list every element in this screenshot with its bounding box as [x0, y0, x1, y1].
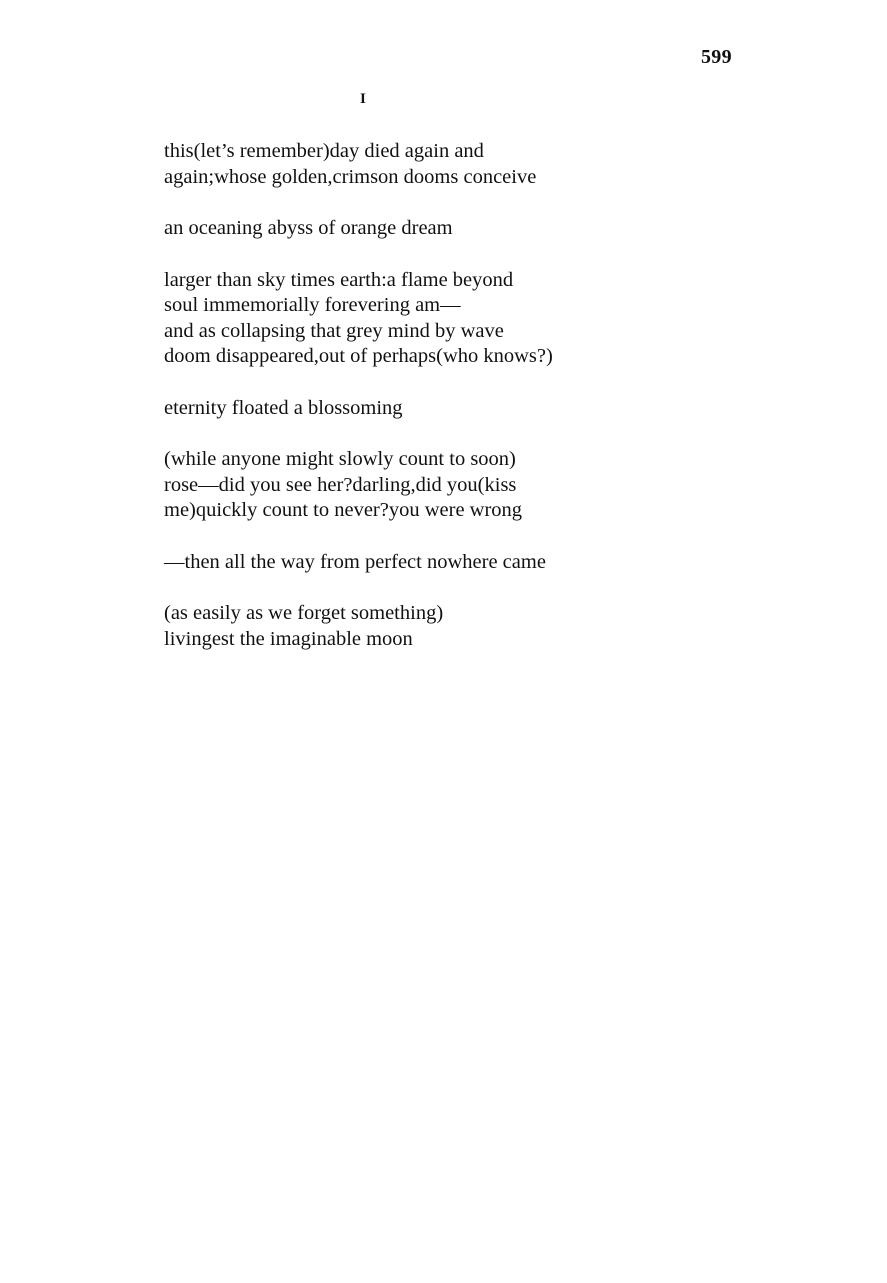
- stanza-7: [164, 601, 724, 652]
- stanza-4: [164, 396, 724, 422]
- poem: [164, 139, 724, 652]
- poem-line: (while anyone might slowly count to soon): [164, 448, 516, 470]
- stanza-break: [164, 242, 724, 268]
- stanza-break: [164, 190, 724, 216]
- poem-line: livingest the imaginable moon: [164, 627, 413, 650]
- section-number: I: [360, 91, 366, 107]
- poem-line: larger than sky times earth:a flame beyond: [164, 268, 514, 291]
- stanza-break: [164, 524, 724, 550]
- stanza-5: [164, 447, 724, 524]
- poem-line: —then all the way from perfect nowhere came: [164, 550, 546, 573]
- stanza-2: [164, 216, 724, 242]
- poem-line: me)quickly count to never?you were wrong: [164, 499, 523, 521]
- poem-line: and as collapsing that grey mind by wave: [164, 319, 504, 342]
- stanza-1: [164, 139, 724, 190]
- page-number: 599: [701, 46, 732, 68]
- poem-line: an oceaning abyss of orange dream: [164, 217, 453, 239]
- poem-line: again;whose golden,crimson dooms conceive: [164, 165, 537, 188]
- poem-line: this(let’s remember)day died again and: [164, 140, 484, 162]
- poem-line: (as easily as we forget something): [164, 602, 444, 624]
- poem-line: soul immemorially forevering am—: [164, 294, 461, 316]
- stanza-3: [164, 268, 724, 370]
- stanza-break: [164, 421, 724, 447]
- stanza-break: [164, 370, 724, 396]
- poem-line: doom disappeared,out of perhaps(who knows?): [164, 345, 553, 367]
- stanza-break: [164, 575, 724, 601]
- stanza-6: [164, 550, 724, 576]
- poem-line: eternity floated a blossoming: [164, 396, 403, 419]
- poem-line: rose—did you see her?darling,did you(kiss: [164, 473, 517, 496]
